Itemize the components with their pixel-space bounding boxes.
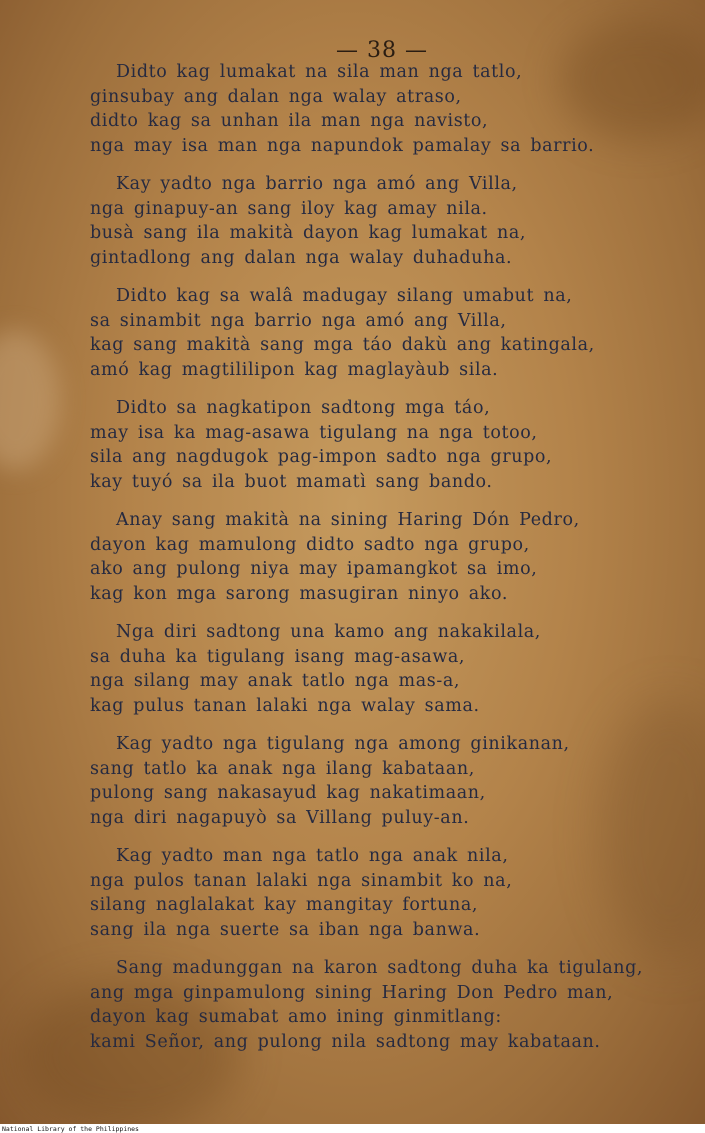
verse-line: Nga diri sadtong una kamo ang nakakilala,	[116, 622, 541, 642]
verse-line: Didto kag sa walâ madugay silang umabut na,	[116, 286, 573, 306]
stanza	[90, 60, 670, 158]
verse-line: ako ang pulong niya may ipamangkot sa imo,	[90, 559, 538, 579]
verse-line: silang naglalakat kay mangitay fortuna,	[90, 895, 479, 915]
library-credit: National Library of the Philippines	[2, 1125, 139, 1133]
verse-line: didto kag sa unhan ila man nga navisto,	[90, 111, 489, 131]
verse-line: kami Señor, ang pulong nila sadtong may kabataan.	[90, 1031, 601, 1052]
verse-line: nga diri nagapuyò sa Villang puluy-an.	[90, 807, 470, 828]
verse-line: Didto sa nagkatipon sadtong mga táo,	[116, 398, 491, 418]
verse-line: Kay yadto nga barrio nga amó ang Villa,	[116, 174, 518, 194]
verse-line: sila ang nagdugok pag-impon sadto nga grupo,	[90, 447, 553, 467]
verse-line: kag kon mga sarong masugiran ninyo ako.	[90, 583, 508, 604]
stanza	[90, 284, 670, 382]
verse-line: sang tatlo ka anak nga ilang kabataan,	[90, 758, 475, 779]
stanza	[90, 844, 670, 942]
verse-line: amó kag magtililipon kag maglayàub sila.	[90, 359, 499, 380]
verse-line: sa duha ka tigulang isang mag-asawa,	[90, 646, 466, 667]
verse-line: nga ginapuy-an sang iloy kag amay nila.	[90, 198, 488, 219]
verse-line: may isa ka mag-asawa tigulang na nga totoo,	[90, 422, 538, 443]
stanza	[90, 732, 670, 830]
verse-line: Kag yadto man nga tatlo nga anak nila,	[116, 846, 509, 866]
verse-line: dayon kag sumabat amo ining ginmitlang:	[90, 1007, 502, 1027]
verse-line: kag pulus tanan lalaki nga walay sama.	[90, 695, 480, 716]
stanza	[90, 620, 670, 718]
verse-line: Anay sang makità na sining Haring Dón Pedro,	[116, 510, 580, 530]
stanza	[90, 396, 670, 494]
verse-line: pulong sang nakasayud kag nakatimaan,	[90, 783, 486, 803]
verse-line: kag sang makità sang mga táo dakù ang katingala,	[90, 335, 595, 355]
verse-line: gintadlong ang dalan nga walay duhaduha.	[90, 247, 513, 268]
verse-line: nga pulos tanan lalaki nga sinambit ko na,	[90, 870, 513, 891]
page-number: — 38 —	[336, 38, 428, 63]
verse-line: ang mga ginpamulong sining Haring Don Pedro man,	[90, 982, 614, 1003]
verse-line: Didto kag lumakat na sila man nga tatlo,	[116, 62, 523, 82]
verse-line: nga may isa man nga napundok pamalay sa barrio.	[90, 135, 595, 156]
stanza	[90, 508, 670, 606]
stanza	[90, 956, 670, 1054]
verse-line: dayon kag mamulong didto sadto nga grupo,	[90, 534, 530, 555]
verse-line: Kag yadto nga tigulang nga among ginikanan,	[116, 734, 570, 754]
verse-line: ginsubay ang dalan nga walay atraso,	[90, 86, 462, 107]
verse-line: Sang madunggan na karon sadtong duha ka tigulang,	[116, 958, 644, 978]
verse-line: sang ila nga suerte sa iban nga banwa.	[90, 919, 481, 940]
paper-stain	[0, 330, 60, 470]
verse-line: kay tuyó sa ila buot mamatì sang bando.	[90, 471, 493, 492]
verse-line: busà sang ila makità dayon kag lumakat na,	[90, 223, 527, 243]
verse-line: sa sinambit nga barrio nga amó ang Villa,	[90, 310, 507, 331]
poem-body	[90, 60, 670, 1068]
verse-line: nga silang may anak tatlo nga mas-a,	[90, 671, 461, 691]
stanza	[90, 172, 670, 270]
